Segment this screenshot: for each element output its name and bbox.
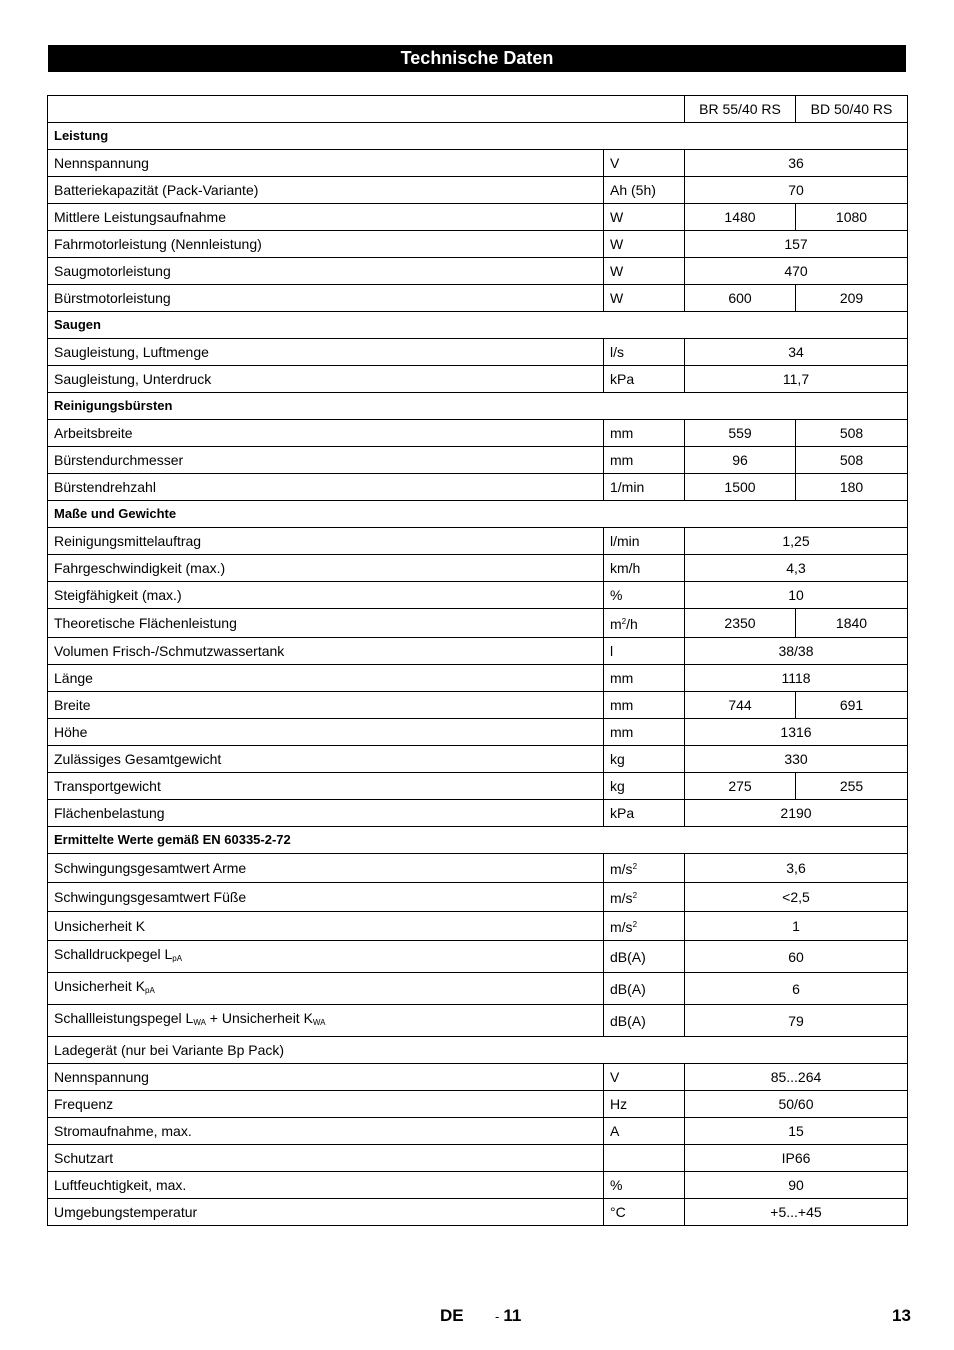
spec-unit-text: kg xyxy=(610,751,625,767)
spec-label-text: Zulässiges Gesamtgewicht xyxy=(54,751,222,767)
table-row xyxy=(48,854,908,883)
table-row xyxy=(48,973,908,1005)
table-row xyxy=(48,1172,908,1199)
spec-unit-text: m xyxy=(610,616,622,632)
spec-label xyxy=(48,746,604,773)
spec-unit xyxy=(604,773,685,800)
spec-unit-text: mm xyxy=(610,697,634,713)
spec-unit-superscript: 2 xyxy=(632,920,638,929)
spec-label-text: Saugleistung, Unterdruck xyxy=(54,371,212,387)
table-row xyxy=(48,258,908,285)
spec-label xyxy=(48,366,604,393)
spec-value: 1080 xyxy=(796,204,908,231)
spec-label xyxy=(48,339,604,366)
spec-value: 3,6 xyxy=(685,854,908,883)
spec-unit xyxy=(604,231,685,258)
spec-label-text: Theoretische Flächenleistung xyxy=(54,615,237,631)
spec-unit xyxy=(604,973,685,1005)
spec-unit xyxy=(604,800,685,827)
spec-unit-text: l/s xyxy=(610,344,624,360)
spec-label-text: Nennspannung xyxy=(54,1069,149,1085)
spec-label xyxy=(48,582,604,609)
spec-value: 1,25 xyxy=(685,528,908,555)
spec-label xyxy=(48,800,604,827)
spec-unit xyxy=(604,719,685,746)
spec-unit-text: mm xyxy=(610,452,634,468)
table-row xyxy=(48,665,908,692)
spec-unit xyxy=(604,665,685,692)
spec-label xyxy=(48,285,604,312)
footer-section-page-number: 11 xyxy=(503,1306,522,1325)
spec-value: 255 xyxy=(796,773,908,800)
spec-unit xyxy=(604,474,685,501)
spec-label-text: Breite xyxy=(54,697,91,713)
spec-label-text: Fahrgeschwindigkeit (max.) xyxy=(54,560,226,576)
spec-label-text: Volumen Frisch-/Schmutzwassertank xyxy=(54,643,285,659)
spec-unit xyxy=(604,912,685,941)
spec-value: 470 xyxy=(685,258,908,285)
table-row xyxy=(48,582,908,609)
spec-unit-text: l/min xyxy=(610,533,640,549)
spec-label xyxy=(48,555,604,582)
spec-value: 96 xyxy=(685,447,796,474)
spec-value: 157 xyxy=(685,231,908,258)
spec-label xyxy=(48,609,604,638)
spec-value: <2,5 xyxy=(685,883,908,912)
table-row xyxy=(48,912,908,941)
spec-label-text: Schalldruckpegel L xyxy=(54,946,173,962)
spec-unit xyxy=(604,854,685,883)
spec-value: 6 xyxy=(685,973,908,1005)
spec-value: 691 xyxy=(796,692,908,719)
spec-label-text: Fahrmotorleistung (Nennleistung) xyxy=(54,236,262,252)
section-row xyxy=(48,827,908,854)
spec-unit xyxy=(604,746,685,773)
header-row xyxy=(48,96,908,123)
spec-value: 744 xyxy=(685,692,796,719)
spec-unit-text: % xyxy=(610,587,623,603)
spec-label-text: Batteriekapazität (Pack-Variante) xyxy=(54,182,259,198)
spec-unit-text: dB(A) xyxy=(610,980,646,997)
table-row xyxy=(48,555,908,582)
spec-value: 11,7 xyxy=(685,366,908,393)
spec-unit xyxy=(604,941,685,973)
spec-label-text: Saugmotorleistung xyxy=(54,263,171,279)
spec-label-text: Nennspannung xyxy=(54,155,149,171)
spec-label-text: Reinigungsmittelauftrag xyxy=(54,533,202,549)
section-heading: Reinigungsbürsten xyxy=(48,393,908,420)
spec-value: 1500 xyxy=(685,474,796,501)
spec-unit-text: kg xyxy=(610,778,625,794)
spec-value: 60 xyxy=(685,941,908,973)
spec-label xyxy=(48,773,604,800)
spec-label-subscript: WA xyxy=(193,1018,206,1027)
spec-label-text: Saugleistung, Luftmenge xyxy=(54,344,209,360)
table-row xyxy=(48,719,908,746)
spec-unit xyxy=(604,638,685,665)
spec-unit xyxy=(604,1172,685,1199)
table-row xyxy=(48,1091,908,1118)
table-row xyxy=(48,528,908,555)
spec-label xyxy=(48,973,604,1005)
spec-label-text: Steigfähigkeit (max.) xyxy=(54,587,182,603)
spec-unit xyxy=(604,582,685,609)
spec-label-text: Länge xyxy=(54,670,93,686)
spec-unit xyxy=(604,528,685,555)
spec-label-text: Arbeitsbreite xyxy=(54,425,133,441)
spec-unit-text: % xyxy=(610,1177,623,1193)
spec-unit-text: kPa xyxy=(610,371,635,387)
table-row xyxy=(48,285,908,312)
table-row xyxy=(48,177,908,204)
spec-label xyxy=(48,1064,604,1091)
spec-table xyxy=(47,95,908,1226)
spec-label-text: Schwingungsgesamtwert Füße xyxy=(54,889,247,905)
spec-unit-text: m/s xyxy=(610,861,633,877)
spec-unit-text: W xyxy=(610,290,624,306)
spec-label xyxy=(48,420,604,447)
spec-label xyxy=(48,854,604,883)
spec-label-text: Frequenz xyxy=(54,1096,114,1112)
spec-unit-superscript: 2 xyxy=(632,891,638,900)
table-row xyxy=(48,609,908,638)
spec-unit xyxy=(604,692,685,719)
spec-value: 85...264 xyxy=(685,1064,908,1091)
spec-unit-superscript: 2 xyxy=(632,862,638,871)
spec-value: 38/38 xyxy=(685,638,908,665)
table-row xyxy=(48,773,908,800)
spec-unit xyxy=(604,1091,685,1118)
table-row xyxy=(48,204,908,231)
spec-unit xyxy=(604,1005,685,1037)
spec-value: 330 xyxy=(685,746,908,773)
spec-unit-text: kPa xyxy=(610,805,635,821)
spec-label-text: Schwingungsgesamtwert Arme xyxy=(54,860,247,876)
footer-section-page xyxy=(495,1306,521,1326)
spec-value: 15 xyxy=(685,1118,908,1145)
spec-value: 1 xyxy=(685,912,908,941)
spec-label xyxy=(48,204,604,231)
spec-unit-text: Hz xyxy=(610,1096,628,1112)
spec-unit-text: m/s xyxy=(610,919,633,935)
spec-unit-text: dB(A) xyxy=(610,948,646,965)
page-title: Technische Daten xyxy=(48,45,906,72)
section-heading: Ladegerät (nur bei Variante Bp Pack) xyxy=(48,1037,908,1064)
spec-label-subscript: pA xyxy=(172,954,183,963)
spec-label xyxy=(48,447,604,474)
spec-unit xyxy=(604,420,685,447)
footer-page-number: 13 xyxy=(892,1306,911,1325)
spec-label-text: Transportgewicht xyxy=(54,778,161,794)
spec-unit-text: l xyxy=(610,643,614,659)
spec-label xyxy=(48,1005,604,1037)
spec-label xyxy=(48,912,604,941)
spec-value: 50/60 xyxy=(685,1091,908,1118)
spec-value: 4,3 xyxy=(685,555,908,582)
spec-value: 508 xyxy=(796,447,908,474)
spec-label xyxy=(48,883,604,912)
header-blank-cell xyxy=(48,96,685,123)
spec-label xyxy=(48,1145,604,1172)
spec-label-text: Luftfeuchtigkeit, max. xyxy=(54,1177,187,1193)
spec-unit xyxy=(604,339,685,366)
spec-label xyxy=(48,1172,604,1199)
spec-label xyxy=(48,474,604,501)
spec-label xyxy=(48,231,604,258)
table-row xyxy=(48,746,908,773)
spec-value: IP66 xyxy=(685,1145,908,1172)
table-row xyxy=(48,1118,908,1145)
spec-label-text: Höhe xyxy=(54,724,88,740)
section-row xyxy=(48,501,908,528)
spec-value: 1316 xyxy=(685,719,908,746)
table-row xyxy=(48,1199,908,1226)
spec-unit xyxy=(604,285,685,312)
spec-label xyxy=(48,665,604,692)
spec-value: 10 xyxy=(685,582,908,609)
table-row xyxy=(48,1064,908,1091)
spec-value: 180 xyxy=(796,474,908,501)
table-row xyxy=(48,800,908,827)
spec-unit-text: W xyxy=(610,209,624,225)
spec-value: 1840 xyxy=(796,609,908,638)
section-heading: Saugen xyxy=(48,312,908,339)
table-row xyxy=(48,447,908,474)
section-row xyxy=(48,312,908,339)
spec-label-text: Unsicherheit K xyxy=(54,978,146,994)
spec-label-subscript: WA xyxy=(312,1018,326,1027)
spec-unit xyxy=(604,204,685,231)
spec-unit-superscript: 2 xyxy=(621,617,627,626)
spec-unit xyxy=(604,258,685,285)
spec-unit-text: 1/min xyxy=(610,479,645,495)
table-row xyxy=(48,339,908,366)
spec-unit xyxy=(604,1199,685,1226)
spec-unit-text: mm xyxy=(610,724,634,740)
table-row xyxy=(48,1005,908,1037)
table-row xyxy=(48,150,908,177)
spec-label xyxy=(48,1199,604,1226)
spec-value: 1480 xyxy=(685,204,796,231)
spec-unit-text: Ah (5h) xyxy=(610,182,656,198)
spec-unit-text: V xyxy=(610,155,620,171)
spec-unit-text: mm xyxy=(610,425,634,441)
table-row xyxy=(48,474,908,501)
spec-unit-text: W xyxy=(610,263,624,279)
spec-label-text: Unsicherheit K xyxy=(54,918,146,934)
spec-unit xyxy=(604,366,685,393)
spec-value: 79 xyxy=(685,1005,908,1037)
spec-unit xyxy=(604,1118,685,1145)
section-heading: Maße und Gewichte xyxy=(48,501,908,528)
spec-label xyxy=(48,719,604,746)
spec-unit xyxy=(604,555,685,582)
spec-unit-text: °C xyxy=(610,1204,626,1220)
table-row xyxy=(48,366,908,393)
spec-label-text: Bürstmotorleistung xyxy=(54,290,171,306)
footer-language: DE xyxy=(440,1306,464,1325)
spec-label-text: Umgebungstemperatur xyxy=(54,1204,198,1220)
table-row xyxy=(48,883,908,912)
table-row xyxy=(48,692,908,719)
spec-label xyxy=(48,528,604,555)
spec-value: 70 xyxy=(685,177,908,204)
table-row xyxy=(48,638,908,665)
spec-unit xyxy=(604,177,685,204)
spec-value: 275 xyxy=(685,773,796,800)
spec-value: 209 xyxy=(796,285,908,312)
section-row xyxy=(48,393,908,420)
spec-label-text: Schutzart xyxy=(54,1150,114,1166)
spec-label xyxy=(48,638,604,665)
footer-dash: - xyxy=(495,1309,500,1324)
spec-unit-text: W xyxy=(610,236,624,252)
spec-value: 508 xyxy=(796,420,908,447)
spec-unit xyxy=(604,609,685,638)
spec-label-text: Bürstendrehzahl xyxy=(54,479,156,495)
table-row xyxy=(48,1145,908,1172)
spec-label xyxy=(48,177,604,204)
spec-label-text: Mittlere Leistungsaufnahme xyxy=(54,209,226,225)
spec-value: 1118 xyxy=(685,665,908,692)
spec-label xyxy=(48,1118,604,1145)
section-heading: Leistung xyxy=(48,123,908,150)
spec-label-text: Bürstendurchmesser xyxy=(54,452,184,468)
spec-unit-text: m/s xyxy=(610,890,633,906)
spec-label-text: Stromaufnahme, max. xyxy=(54,1123,192,1139)
model-header: BR 55/40 RS xyxy=(685,96,796,123)
section-heading: Ermittelte Werte gemäß EN 60335-2-72 xyxy=(48,827,908,854)
spec-value: 90 xyxy=(685,1172,908,1199)
spec-label xyxy=(48,692,604,719)
section-row xyxy=(48,123,908,150)
spec-label-subscript: pA xyxy=(145,986,155,995)
spec-label xyxy=(48,258,604,285)
table-row xyxy=(48,941,908,973)
spec-unit xyxy=(604,1145,685,1172)
spec-value: 2350 xyxy=(685,609,796,638)
spec-value: 600 xyxy=(685,285,796,312)
model-header: BD 50/40 RS xyxy=(796,96,908,123)
table-row xyxy=(48,231,908,258)
spec-unit-text: km/h xyxy=(610,560,641,576)
spec-label xyxy=(48,150,604,177)
spec-unit-text: /h xyxy=(626,616,638,632)
spec-value: 34 xyxy=(685,339,908,366)
spec-label xyxy=(48,941,604,973)
spec-value: +5...+45 xyxy=(685,1199,908,1226)
table-row xyxy=(48,420,908,447)
spec-unit-text: A xyxy=(610,1123,620,1139)
spec-unit xyxy=(604,447,685,474)
spec-unit-text: mm xyxy=(610,670,634,686)
spec-label-text: Flächenbelastung xyxy=(54,805,165,821)
spec-value: 36 xyxy=(685,150,908,177)
spec-unit-text: V xyxy=(610,1069,620,1085)
spec-label-text: Schallleistungspegel L xyxy=(54,1010,194,1026)
spec-value: 559 xyxy=(685,420,796,447)
spec-unit-text: dB(A) xyxy=(610,1012,646,1029)
spec-value: 2190 xyxy=(685,800,908,827)
section-row xyxy=(48,1037,908,1064)
spec-label xyxy=(48,1091,604,1118)
spec-unit xyxy=(604,883,685,912)
spec-unit xyxy=(604,150,685,177)
spec-label-text: + Unsicherheit K xyxy=(205,1010,313,1026)
spec-unit xyxy=(604,1064,685,1091)
